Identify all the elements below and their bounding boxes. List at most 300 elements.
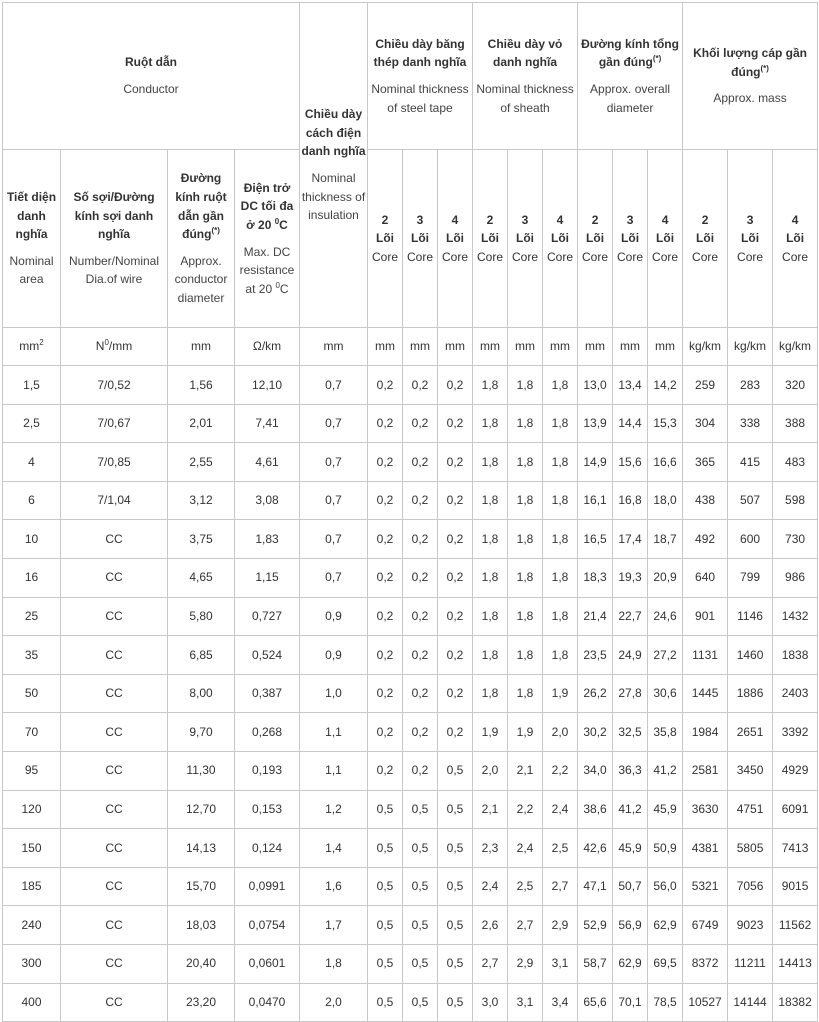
table-cell: 9023 [728,906,773,945]
conductor-diameter-header-vi: Đường kính ruột dẫn gần đúng(*) [175,171,227,242]
table-cell: 1432 [773,597,818,636]
table-cell: 1886 [728,674,773,713]
table-cell: CC [61,674,168,713]
insulation-header-vi: Chiều dày cách điện danh nghĩa [301,107,366,159]
table-cell: 0,5 [403,829,438,868]
mass-core-3-header [728,150,773,328]
table-cell: 0,5 [368,867,403,906]
table-cell: 320 [773,366,818,405]
table-cell: 45,9 [648,790,683,829]
core-count: 2 [591,212,599,227]
table-cell: 70,1 [613,983,648,1022]
table-cell: 0,2 [438,713,473,752]
table-cell: 0,2 [438,443,473,482]
table-cell: 14,4 [613,404,648,443]
table-cell: 56,9 [613,906,648,945]
table-cell: 1,4 [300,829,368,868]
table-cell: 17,4 [613,520,648,559]
table-cell: 2,1 [473,790,508,829]
table-cell: 7,41 [235,404,300,443]
core-loi-label: Lõi [696,231,715,246]
table-cell: 1,8 [508,481,543,520]
unit-cell: $N^0/mm$ [61,328,168,366]
table-cell: CC [61,520,168,559]
unit-cell: mm [168,328,235,366]
table-cell: 0,2 [403,366,438,405]
core-label: Core [476,249,503,264]
core-count: 3 [416,212,424,227]
table-cell: 18,7 [648,520,683,559]
cable-spec-table [2,2,818,1022]
core-loi-label: Lõi [621,231,640,246]
table-cell: 0,2 [368,558,403,597]
table-cell: 0,5 [368,790,403,829]
table-cell: 23,5 [578,636,613,675]
table-row [3,520,818,559]
table-cell: 0,124 [235,829,300,868]
table-cell: 1,8 [508,636,543,675]
unit-cell: mm [648,328,683,366]
table-cell: 1,8 [508,597,543,636]
table-cell: 0,2 [368,674,403,713]
table-cell: 2,6 [473,906,508,945]
resistance-header-vi: Điện trở DC tối đa ở 20 $^0$C [240,180,294,232]
table-cell: 27,2 [648,636,683,675]
table-cell: 2581 [683,751,728,790]
table-cell: 415 [728,443,773,482]
table-cell: 1,8 [543,366,578,405]
table-row [3,751,818,790]
table-cell: 1,2 [300,790,368,829]
table-cell: 0,2 [368,481,403,520]
table-cell: 62,9 [648,906,683,945]
table-cell: 4,61 [235,443,300,482]
table-cell: 13,9 [578,404,613,443]
unit-cell: kg/km [773,328,818,366]
table-cell: 0,524 [235,636,300,675]
table-cell: 2,4 [543,790,578,829]
table-cell: 1,9 [543,674,578,713]
table-cell: 14144 [728,983,773,1022]
table-cell: 30,6 [648,674,683,713]
core-loi-label: Lõi [446,231,464,246]
core-label: Core [582,249,609,264]
table-cell: 1,8 [473,520,508,559]
table-cell: 0,7 [300,558,368,597]
table-cell: CC [61,983,168,1022]
table-cell: 1,8 [508,443,543,482]
unit-cell: mm [403,328,438,366]
core-label: Core [617,249,644,264]
table-cell: 3,4 [543,983,578,1022]
table-cell: 1,8 [473,404,508,443]
table-cell: 1,8 [543,443,578,482]
table-cell: 1,8 [508,520,543,559]
unit-cell: Ω/km [235,328,300,366]
core-count: 2 [381,212,389,227]
table-cell: 483 [773,443,818,482]
table-cell: 0,5 [438,944,473,983]
table-cell: 4 [3,443,61,482]
table-cell: 36,3 [613,751,648,790]
steel-tape-core-4-header [438,150,473,328]
table-cell: 1,83 [235,520,300,559]
table-cell: 69,5 [648,944,683,983]
area-header-vi: Tiết diện danh nghĩa [6,190,57,242]
table-cell: 0,5 [438,829,473,868]
table-cell: 0,2 [438,597,473,636]
table-cell: 1131 [683,636,728,675]
table-cell: 6749 [683,906,728,945]
table-row [3,867,818,906]
table-cell: 1,7 [300,906,368,945]
unit-cell: mm [543,328,578,366]
steel-tape-core-3-header [403,150,438,328]
table-cell: 42,6 [578,829,613,868]
table-cell: 1445 [683,674,728,713]
table-cell: 1,8 [543,636,578,675]
diameter-core-2-header [578,150,613,328]
table-cell: 640 [683,558,728,597]
table-cell: 5805 [728,829,773,868]
table-cell: 1,56 [168,366,235,405]
table-cell: 730 [773,520,818,559]
table-cell: 0,2 [438,366,473,405]
core-label: Core [692,249,719,264]
table-cell: 4929 [773,751,818,790]
table-cell: 15,3 [648,404,683,443]
sheath-core-4-header [543,150,578,328]
table-cell: 2,0 [543,713,578,752]
table-cell: 2,5 [508,867,543,906]
table-row [3,597,818,636]
unit-cell: mm [473,328,508,366]
table-cell: 986 [773,558,818,597]
table-cell: CC [61,906,168,945]
table-row [3,713,818,752]
table-cell: 23,20 [168,983,235,1022]
table-cell: 11211 [728,944,773,983]
table-cell: 0,9 [300,597,368,636]
table-cell: 0,2 [368,443,403,482]
table-cell: 1146 [728,597,773,636]
table-cell: 365 [683,443,728,482]
table-cell: CC [61,558,168,597]
table-cell: 2,3 [473,829,508,868]
table-cell: 1,8 [543,558,578,597]
table-cell: 2,7 [473,944,508,983]
table-cell: 0,5 [368,944,403,983]
steel-tape-header-vi: Chiều dày băng thép danh nghĩa [373,36,467,70]
table-cell: 13,0 [578,366,613,405]
table-cell: CC [61,597,168,636]
core-count: 4 [661,212,669,227]
table-cell: 7/0,85 [61,443,168,482]
table-cell: 62,9 [613,944,648,983]
table-cell: 7056 [728,867,773,906]
table-cell: 240 [3,906,61,945]
table-cell: 26,2 [578,674,613,713]
table-cell: 22,7 [613,597,648,636]
table-cell: 1,0 [300,674,368,713]
table-cell: 15,6 [613,443,648,482]
table-cell: 1,9 [473,713,508,752]
table-cell: 12,70 [168,790,235,829]
core-loi-label: Lõi [411,231,429,246]
table-cell: 30,2 [578,713,613,752]
table-cell: 1,8 [508,558,543,597]
area-header [3,150,61,328]
sheath-core-2-header [473,150,508,328]
table-row [3,636,818,675]
diameter-core-4-header [648,150,683,328]
table-cell: 2,1 [508,751,543,790]
table-cell: 11,30 [168,751,235,790]
table-cell: 1,1 [300,751,368,790]
table-cell: 8,00 [168,674,235,713]
table-cell: 598 [773,481,818,520]
table-cell: 150 [3,829,61,868]
insulation-header [300,3,368,328]
table-cell: 7413 [773,829,818,868]
table-row [3,443,818,482]
table-row [3,558,818,597]
table-cell: 6,85 [168,636,235,675]
table-cell: 1,9 [508,713,543,752]
mass-core-2-header [683,150,728,328]
table-cell: 2,7 [508,906,543,945]
table-cell: 2,5 [3,404,61,443]
table-cell: 3630 [683,790,728,829]
table-cell: 185 [3,867,61,906]
table-row [3,481,818,520]
unit-cell: $mm^2$ [3,328,61,366]
insulation-header-en: Nominal thickness of insulation [301,171,366,223]
table-cell: 2,4 [473,867,508,906]
table-cell: 2403 [773,674,818,713]
table-cell: 58,7 [578,944,613,983]
table-cell: 2,01 [168,404,235,443]
table-cell: 0,5 [438,983,473,1022]
table-cell: 70 [3,713,61,752]
table-cell: 1,8 [473,558,508,597]
resistance-header [235,150,300,328]
core-count: 4 [451,212,459,227]
sheath-header-vi: Chiều dày vỏ danh nghĩa [487,36,563,70]
table-cell: 283 [728,366,773,405]
table-cell: 120 [3,790,61,829]
table-cell: 507 [728,481,773,520]
table-cell: 0,0470 [235,983,300,1022]
unit-cell: mm [438,328,473,366]
table-cell: CC [61,867,168,906]
core-label: Core [511,249,538,264]
table-cell: 0,5 [368,829,403,868]
table-cell: 0,5 [368,906,403,945]
table-cell: 0,2 [403,404,438,443]
table-cell: 259 [683,366,728,405]
steel-tape-core-2-header [368,150,403,328]
table-cell: 0,5 [368,983,403,1022]
diameter-core-3-header [613,150,648,328]
table-cell: 1,8 [508,404,543,443]
table-cell: 0,2 [403,751,438,790]
table-cell: 2,2 [543,751,578,790]
mass-header-vi: Khối lượng cáp gần đúng(*) [693,46,807,79]
table-cell: 2,4 [508,829,543,868]
table-cell: 0,0991 [235,867,300,906]
table-cell: 0,7 [300,520,368,559]
table-cell: 14,9 [578,443,613,482]
core-loi-label: Lõi [741,231,760,246]
conductor-header [3,3,300,150]
table-cell: 0,2 [438,636,473,675]
table-cell: 18,0 [648,481,683,520]
table-cell: 0,2 [368,520,403,559]
table-cell: 1,8 [473,481,508,520]
table-cell: 6 [3,481,61,520]
sheath-core-3-header [508,150,543,328]
table-cell: 0,7 [300,404,368,443]
table-cell: 11562 [773,906,818,945]
table-cell: 400 [3,983,61,1022]
core-count: 4 [791,212,799,227]
mass-header [683,3,818,150]
table-cell: 0,2 [368,404,403,443]
table-cell: 0,5 [438,867,473,906]
table-cell: 13,4 [613,366,648,405]
table-cell: 3,1 [543,944,578,983]
table-cell: 1,5 [3,366,61,405]
table-cell: CC [61,751,168,790]
diameter-header-en: Approx. overall diameter [590,82,671,115]
mass-core-4-header [773,150,818,328]
table-cell: 1,8 [543,597,578,636]
unit-cell: kg/km [683,328,728,366]
table-cell: 0,2 [438,404,473,443]
core-label: Core [547,249,574,264]
table-cell: 4381 [683,829,728,868]
table-cell: 3392 [773,713,818,752]
resistance-header-en: Max. DC resistance at 20 $^0$C [239,244,295,296]
table-row [3,829,818,868]
core-label: Core [652,249,679,264]
table-cell: 2,0 [300,983,368,1022]
table-cell: 3,08 [235,481,300,520]
wire-header-vi: Số sợi/Đường kính sợi danh nghĩa [73,190,155,242]
unit-cell: mm [578,328,613,366]
core-count: 2 [486,212,494,227]
steel-tape-header [368,3,473,150]
table-cell: 41,2 [648,751,683,790]
table-cell: 0,5 [438,790,473,829]
table-cell: 0,5 [403,944,438,983]
table-cell: 338 [728,404,773,443]
table-cell: 0,5 [403,906,438,945]
table-cell: 95 [3,751,61,790]
table-cell: 1,8 [473,366,508,405]
table-cell: 0,2 [403,597,438,636]
table-cell: 3,0 [473,983,508,1022]
conductor-diameter-header-en: Approx. conductor diameter [174,253,228,305]
table-cell: 2,5 [543,829,578,868]
table-cell: 20,40 [168,944,235,983]
table-cell: 1,8 [300,944,368,983]
core-count: 3 [746,212,754,227]
table-cell: 34,0 [578,751,613,790]
table-cell: 3450 [728,751,773,790]
table-cell: 0,5 [438,751,473,790]
table-cell: 10 [3,520,61,559]
steel-tape-header-en: Nominal thickness of steel tape [371,82,469,115]
core-count: 2 [701,212,709,227]
table-cell: 41,2 [613,790,648,829]
core-loi-label: Lõi [551,231,570,246]
table-cell: 1,6 [300,867,368,906]
table-cell: 7/0,67 [61,404,168,443]
table-cell: 4,65 [168,558,235,597]
table-cell: 27,8 [613,674,648,713]
table-cell: 56,0 [648,867,683,906]
table-cell: 300 [3,944,61,983]
core-label: Core [371,249,398,264]
table-cell: 0,7 [300,366,368,405]
conductor-diameter-header [168,150,235,328]
table-cell: 2,7 [543,867,578,906]
table-cell: 7/0,52 [61,366,168,405]
table-cell: 1460 [728,636,773,675]
table-cell: 1984 [683,713,728,752]
table-cell: 0,5 [403,983,438,1022]
unit-cell: kg/km [728,328,773,366]
table-cell: 0,2 [438,558,473,597]
table-cell: 2,55 [168,443,235,482]
table-cell: CC [61,829,168,868]
table-cell: 1,1 [300,713,368,752]
unit-row [3,328,818,366]
table-cell: 14,13 [168,829,235,868]
table-cell: 16,1 [578,481,613,520]
table-cell: 0,9 [300,636,368,675]
diameter-header-vi: Đường kính tổng gần đúng(*) [581,36,679,70]
wire-header-en: Number/Nominal Dia.of wire [68,253,160,287]
table-cell: 3,12 [168,481,235,520]
table-cell: 0,2 [403,558,438,597]
table-cell: 18,3 [578,558,613,597]
table-cell: 10527 [683,983,728,1022]
table-cell: 388 [773,404,818,443]
table-cell: 901 [683,597,728,636]
table-cell: 0,2 [438,520,473,559]
table-cell: 0,2 [403,636,438,675]
table-cell: 19,3 [613,558,648,597]
table-cell: 1,8 [543,520,578,559]
core-count: 3 [521,212,529,227]
table-cell: 438 [683,481,728,520]
table-cell: 16,8 [613,481,648,520]
sheath-header [473,3,578,150]
table-cell: 7/1,04 [61,481,168,520]
table-cell: 0,727 [235,597,300,636]
table-cell: 0,2 [368,366,403,405]
table-cell: 0,7 [300,443,368,482]
table-cell: 0,2 [403,481,438,520]
table-cell: CC [61,944,168,983]
table-cell: 0,2 [368,597,403,636]
table-cell: 0,2 [403,520,438,559]
table-cell: 1,8 [543,481,578,520]
core-loi-label: Lõi [516,231,534,246]
